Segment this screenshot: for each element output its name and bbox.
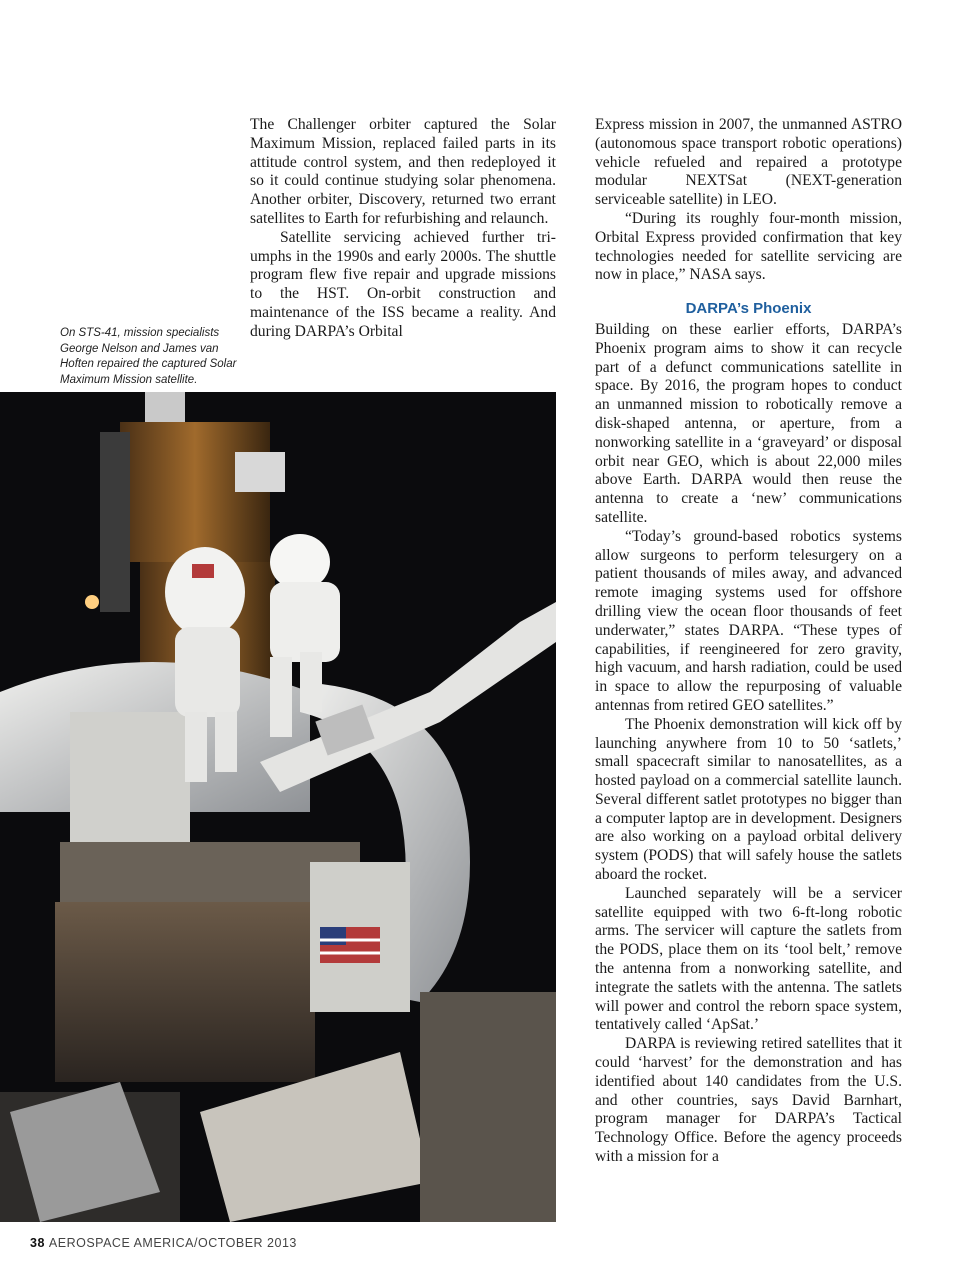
paragraph: Express mission in 2007, the unmanned ASTRO (autonomous space transport robotic operations) vehicle refueled and repaired a prototype modular NEXTSat (NEXT-generation serviceable satellite) in LEO. <box>595 116 902 209</box>
paragraph: The Phoenix demonstration will kick off by launching anywhere from 10 to 50 ‘satlets,’ small spacecraft similar to nanosatellites, as a hosted payload on a commercial satellite launch. Several different satlet prototypes no bigger than a computer laptop are in development. Designers are also working on a payload orbital delivery system (PODS) that will safely house the satlets aboard the rocket. <box>595 715 902 884</box>
page-footer <box>30 1236 297 1250</box>
publication-line: AEROSPACE AMERICA/OCTOBER 2013 <box>48 1236 297 1250</box>
paragraph: The Challenger orbiter captured the Solar Maximum Mission, replaced failed parts in its attitude control system, and then redeployed it so it could continue studying solar phenomena. Another orbiter, Discovery, returned two errant satellites to Earth for refurbishing and relaunch. <box>250 116 556 227</box>
page-number: 38 <box>30 1236 45 1250</box>
paragraph: “During its roughly four-month mission, Orbital Express provided confirmation that key technologies needed for satellite servicing are now in place,” NASA says. <box>595 209 902 284</box>
paragraph: Launched separately will be a servicer satellite equipped with two 6-ft-long robotic arms. The servicer will capture the satlets from the PODS, place them on its ‘tool belt,’ remove the antenna from a nonworking satellite, and integrate the satlets with the antenna. The satlets will power and control the reborn space system, tentatively called ‘ApSat.’ <box>595 884 902 1034</box>
article-column-right <box>595 116 902 1167</box>
paragraph: DARPA is reviewing retired satellites that it could ‘harvest’ for the demonstration and has identified about 140 candidates from the U.S. and other countries, says David Barnhart, program manager for DARPA’s Tactical Technology Office. Before the agency proceeds with a mission for a <box>595 1035 902 1166</box>
paragraph: Building on these earlier efforts, DARPA’s Phoenix program aims to show it can recycle part of a defunct communications satellite in space. By 2016, the program hopes to conduct an unmanned mission to robotically remove a disk-shaped antenna, or aperture, from a nonworking satellite in a ‘graveyard’ or disposal orbit near GEO, which is about 22,000 miles above Earth. DARPA would then reuse the antenna to create a ‘new’ communications satellite. <box>595 320 902 526</box>
paragraph: Satellite servicing achieved further triumphs in the 1990s and early 2000s. The shuttle program flew five repair and upgrade missions to the HST. On-orbit construction and maintenance of the ISS became a reality. And during DARPA’s Orbital <box>250 228 556 340</box>
astronaut-photo <box>0 392 556 1222</box>
article-column-middle <box>250 116 556 342</box>
photo-caption: On STS-41, mission specialists George Nelson and James van Hoften repaired the captured Solar Maximum Mission satellite. <box>60 327 237 386</box>
paragraph: “Today’s ground-based robotics systems allow surgeons to perform telesurgery on a patient thousands of miles away, and advanced remote imaging systems used for offshore drilling view the ocean floor thousands of feet underwater,” states DARPA. “These types of capabilities, if reengineered for zero gravity, high vacuum, and harsh radiation, could be used in space to allow the repurposing of valuable antennas from retired GEO satellites.” <box>595 527 902 714</box>
section-heading: DARPA’s Phoenix <box>685 300 812 318</box>
astronaut-illustration <box>0 392 556 1222</box>
